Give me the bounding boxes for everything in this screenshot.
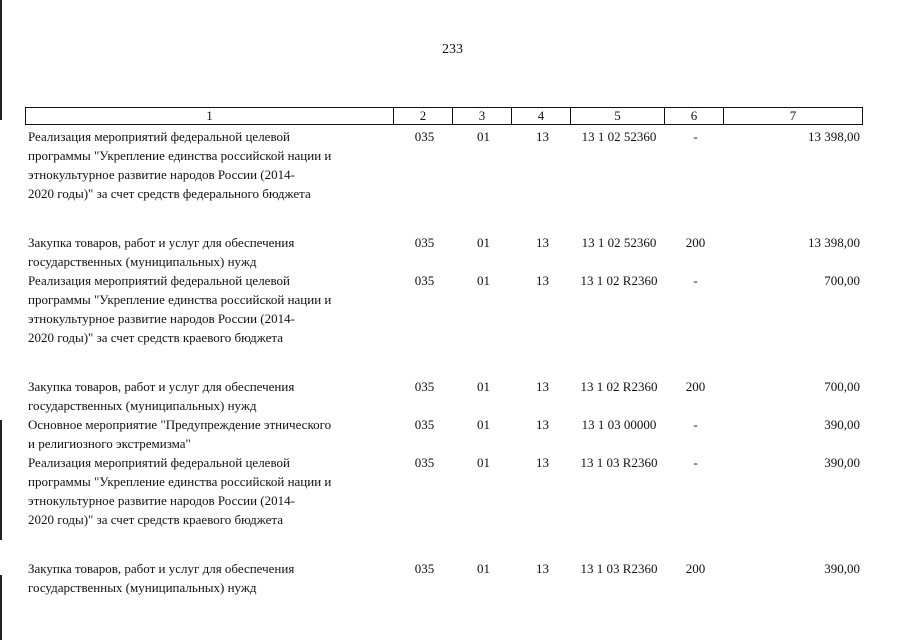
row-name-line: этнокультурное развитие народов России (2014- <box>28 311 295 326</box>
row-name-line: программы "Укрепление единства российской нации и <box>28 474 332 489</box>
row-name <box>25 453 395 529</box>
row-expense-type: 200 <box>685 235 706 250</box>
row-name <box>25 377 395 415</box>
row-subsection: 13 <box>536 129 549 144</box>
row-name-line: 2020 годы)" за счет средств краевого бюджета <box>28 512 283 527</box>
row-name-line: государственных (муниципальных) нужд <box>28 580 257 595</box>
left-margin-line-bottom <box>0 575 2 640</box>
row-name-line: 2020 годы)" за счет средств федерального бюджета <box>28 186 311 201</box>
row-section: 01 <box>477 129 490 144</box>
row-name-line: этнокультурное развитие народов России (2014- <box>28 493 295 508</box>
row-target-article: 13 1 03 R2360 <box>580 455 658 470</box>
header-col-5: 5 <box>571 108 665 125</box>
row-section: 01 <box>477 235 490 250</box>
row-amount: 700,00 <box>824 273 860 288</box>
header-col-1: 1 <box>26 108 394 125</box>
row-target-article: 13 1 03 R2360 <box>580 561 658 576</box>
table-row <box>25 415 867 453</box>
row-subsection: 13 <box>536 273 549 288</box>
budget-rows <box>25 127 867 597</box>
row-name <box>25 233 395 271</box>
table-row <box>25 127 867 203</box>
row-subsection: 13 <box>536 561 549 576</box>
row-amount: 13 398,00 <box>808 235 860 250</box>
row-amount: 13 398,00 <box>808 129 860 144</box>
row-ministry-code: 035 <box>414 129 435 144</box>
row-ministry-code: 035 <box>414 235 435 250</box>
row-amount: 390,00 <box>824 455 860 470</box>
table-row <box>25 559 867 597</box>
row-name-line: Основное мероприятие "Предупреждение этнического <box>28 417 332 432</box>
table-row <box>25 233 867 271</box>
row-subsection: 13 <box>536 379 549 394</box>
row-name-line: и религиозного экстремизма" <box>28 436 191 451</box>
row-ministry-code: 035 <box>414 561 435 576</box>
table-row <box>25 271 867 347</box>
row-section: 01 <box>477 379 490 394</box>
page-number: 233 <box>442 42 463 57</box>
row-section: 01 <box>477 455 490 470</box>
row-name <box>25 415 395 453</box>
row-target-article: 13 1 02 52360 <box>581 129 657 144</box>
row-ministry-code: 035 <box>414 379 435 394</box>
row-target-article: 13 1 02 52360 <box>581 235 657 250</box>
row-section: 01 <box>477 273 490 288</box>
row-expense-type: 200 <box>685 561 706 576</box>
row-ministry-code: 035 <box>414 417 435 432</box>
header-col-6: 6 <box>665 108 724 125</box>
row-name-line: этнокультурное развитие народов России (2014- <box>28 167 295 182</box>
row-subsection: 13 <box>536 417 549 432</box>
row-name-line: программы "Укрепление единства российской нации и <box>28 148 332 163</box>
left-margin-line-top <box>0 0 2 120</box>
row-expense-type: - <box>693 129 698 144</box>
row-subsection: 13 <box>536 235 549 250</box>
row-name-line: Закупка товаров, работ и услуг для обеспечения <box>28 379 295 394</box>
left-margin-line-mid <box>0 420 2 540</box>
row-amount: 390,00 <box>824 561 860 576</box>
row-name-line: Закупка товаров, работ и услуг для обеспечения <box>28 561 295 576</box>
row-name <box>25 559 395 597</box>
row-name-line: государственных (муниципальных) нужд <box>28 398 257 413</box>
row-section: 01 <box>477 417 490 432</box>
row-amount: 390,00 <box>824 417 860 432</box>
row-amount: 700,00 <box>824 379 860 394</box>
row-name-line: программы "Укрепление единства российской нации и <box>28 292 332 307</box>
header-col-3: 3 <box>453 108 512 125</box>
row-ministry-code: 035 <box>414 455 435 470</box>
column-header-table <box>25 107 863 125</box>
row-name-line: Реализация мероприятий федеральной целевой <box>28 455 290 470</box>
row-expense-type: - <box>693 273 698 288</box>
row-section: 01 <box>477 561 490 576</box>
column-header-row <box>26 108 863 125</box>
row-target-article: 13 1 02 R2360 <box>580 379 658 394</box>
row-name-line: государственных (муниципальных) нужд <box>28 254 257 269</box>
row-name-line: Реализация мероприятий федеральной целевой <box>28 273 290 288</box>
row-target-article: 13 1 02 R2360 <box>580 273 658 288</box>
header-col-4: 4 <box>512 108 571 125</box>
row-name <box>25 271 395 347</box>
row-name-line: 2020 годы)" за счет средств краевого бюджета <box>28 330 283 345</box>
row-expense-type: - <box>693 455 698 470</box>
header-col-2: 2 <box>394 108 453 125</box>
row-name-line: Закупка товаров, работ и услуг для обеспечения <box>28 235 295 250</box>
row-expense-type: 200 <box>685 379 706 394</box>
row-expense-type: - <box>693 417 698 432</box>
row-name <box>25 127 395 203</box>
row-name-line: Реализация мероприятий федеральной целевой <box>28 129 290 144</box>
row-subsection: 13 <box>536 455 549 470</box>
row-ministry-code: 035 <box>414 273 435 288</box>
table-row <box>25 377 867 415</box>
header-col-7: 7 <box>724 108 863 125</box>
table-row <box>25 453 867 529</box>
row-target-article: 13 1 03 00000 <box>581 417 657 432</box>
